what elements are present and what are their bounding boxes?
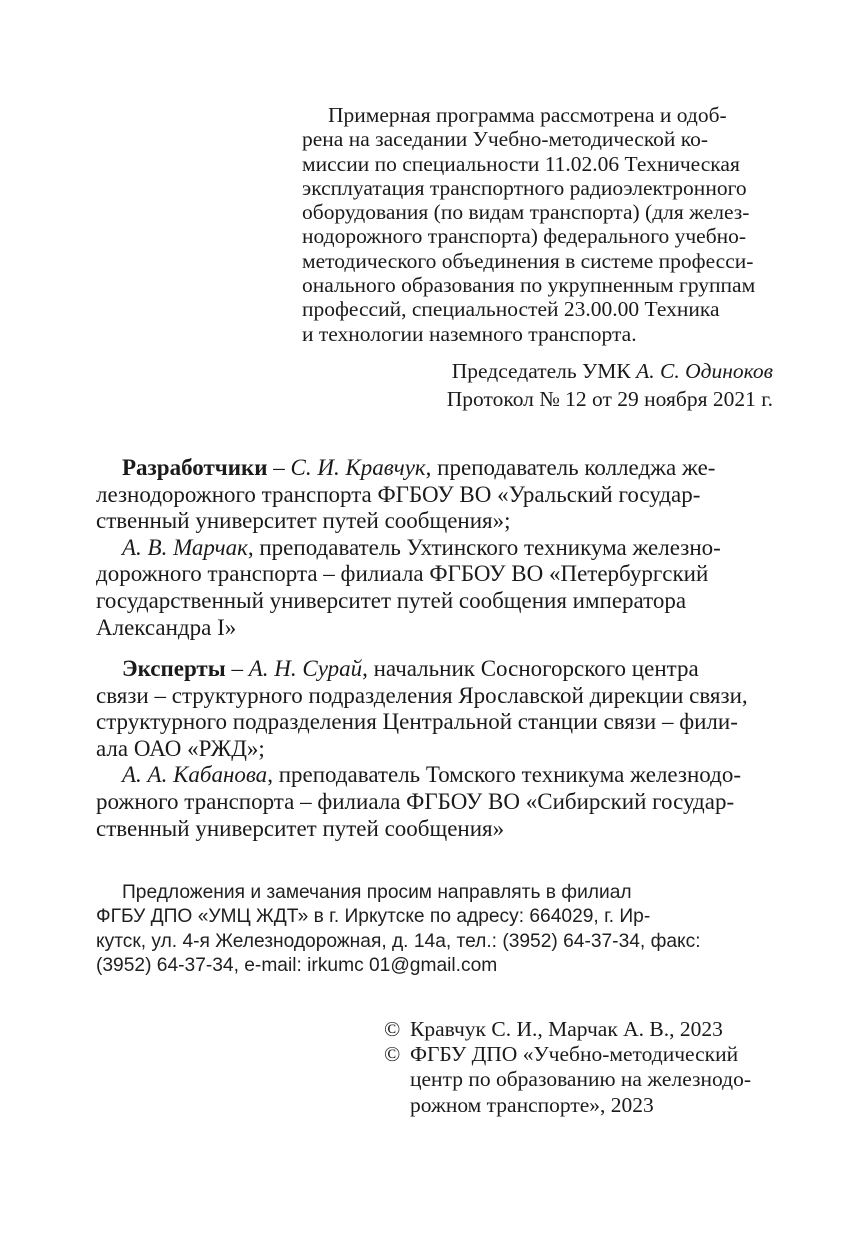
copyright-icon: © [384, 1017, 401, 1041]
expert-line: структурного подразделения Центральной станции связи – фили- [96, 709, 738, 735]
approval-line: миссии по специальности 11.02.06 Техническая [302, 151, 740, 176]
approval-line: рена на заседании Учебно-методической ко- [302, 127, 709, 152]
approval-line: оборудования (по видам транспорта) (для желез- [302, 200, 750, 225]
expert-line: ала ОАО «РЖД»; [96, 735, 265, 761]
copyright-line: центр по образованию на железнодо- [410, 1067, 751, 1092]
approval-line: Примерная программа рассмотрена и одоб- [328, 103, 727, 127]
copyright-line: рожном транспорте», 2023 [410, 1092, 654, 1117]
chairman-label: Председатель УМК [451, 359, 631, 383]
protocol-line: Протокол № 12 от 29 ноября 2021 г. [446, 387, 773, 411]
copyright-icon: © [384, 1042, 401, 1067]
developers-label: Разработчики [122, 455, 268, 480]
approval-line: методического объединения в системе професси- [302, 248, 754, 273]
approval-line: нодорожного транспорта) федерального учебно- [302, 224, 747, 249]
experts-label: Эксперты [122, 656, 226, 681]
expert-line: А. А. Кабанова, преподаватель Томского техникума железнодо- [122, 762, 742, 788]
copyright-text: ФГБУ ДПО «Учебно-методический [410, 1042, 739, 1067]
expert-line: ственный университет путей сообщения» [96, 815, 505, 841]
experts-section [96, 656, 773, 842]
chairman-name: А. С. Одиноков [636, 359, 773, 383]
developers-section [96, 455, 773, 641]
approval-line: и технологии наземного транспорта. [302, 321, 637, 346]
developer-line: А. В. Марчак, преподаватель Ухтинского техникума железно- [122, 534, 721, 560]
developer-line: ственный университет путей сообщения»; [96, 508, 511, 534]
developer-line: Разработчики – С. И. Кравчук, преподаватель колледжа же- [122, 455, 716, 480]
contact-line: Предложения и замечания просим направлять в филиал [122, 882, 632, 903]
expert-name: А. А. Кабанова [122, 762, 268, 788]
developer-line: государственный университет путей сообщения императора [96, 587, 687, 613]
contact-paragraph [96, 881, 773, 978]
expert-line: связи – структурного подразделения Ярославской дирекции связи, [96, 682, 748, 708]
expert-line: рожного транспорта – филиала ФГБОУ ВО «Сибирский государ- [96, 788, 735, 814]
expert-name: А. Н. Сурай [248, 656, 363, 681]
approval-line: онального образования по укрупненным группам [302, 273, 756, 298]
developer-line: Александра I» [96, 614, 237, 640]
expert-line: Эксперты – А. Н. Сурай, начальник Сосногорского центра [122, 656, 699, 681]
contact-line: ФГБУ ДПО «УМЦ ЖДТ» в г. Иркутске по адресу: 664029, г. Ир- [96, 906, 651, 928]
approval-line: эксплуатация транспортного радиоэлектронного [302, 175, 747, 200]
developer-line: лезнодорожного транспорта ФГБОУ ВО «Уральский государ- [96, 481, 701, 507]
developer-name: А. В. Марчак [122, 534, 248, 560]
chairman-line [302, 357, 773, 385]
contact-line: кутск, ул. 4-я Железнодорожная, д. 14а, тел.: (3952) 64-37-34, факс: [96, 930, 701, 952]
approval-signoff [302, 357, 773, 413]
copyright-line [384, 1042, 784, 1067]
developer-name: С. И. Кравчук [290, 455, 426, 480]
contact-line: (3952) 64-37-34, e-mail: irkumc 01@gmail.com [96, 954, 498, 976]
approval-paragraph [302, 103, 773, 346]
copyright-text: Кравчук С. И., Марчак А. В., 2023 [410, 1017, 723, 1041]
copyright-block [384, 1017, 784, 1118]
copyright-line [384, 1017, 784, 1042]
developer-line: дорожного транспорта – филиала ФГБОУ ВО «Петербургский [96, 561, 709, 587]
approval-line: профессий, специальностей 23.00.00 Техника [302, 297, 720, 322]
